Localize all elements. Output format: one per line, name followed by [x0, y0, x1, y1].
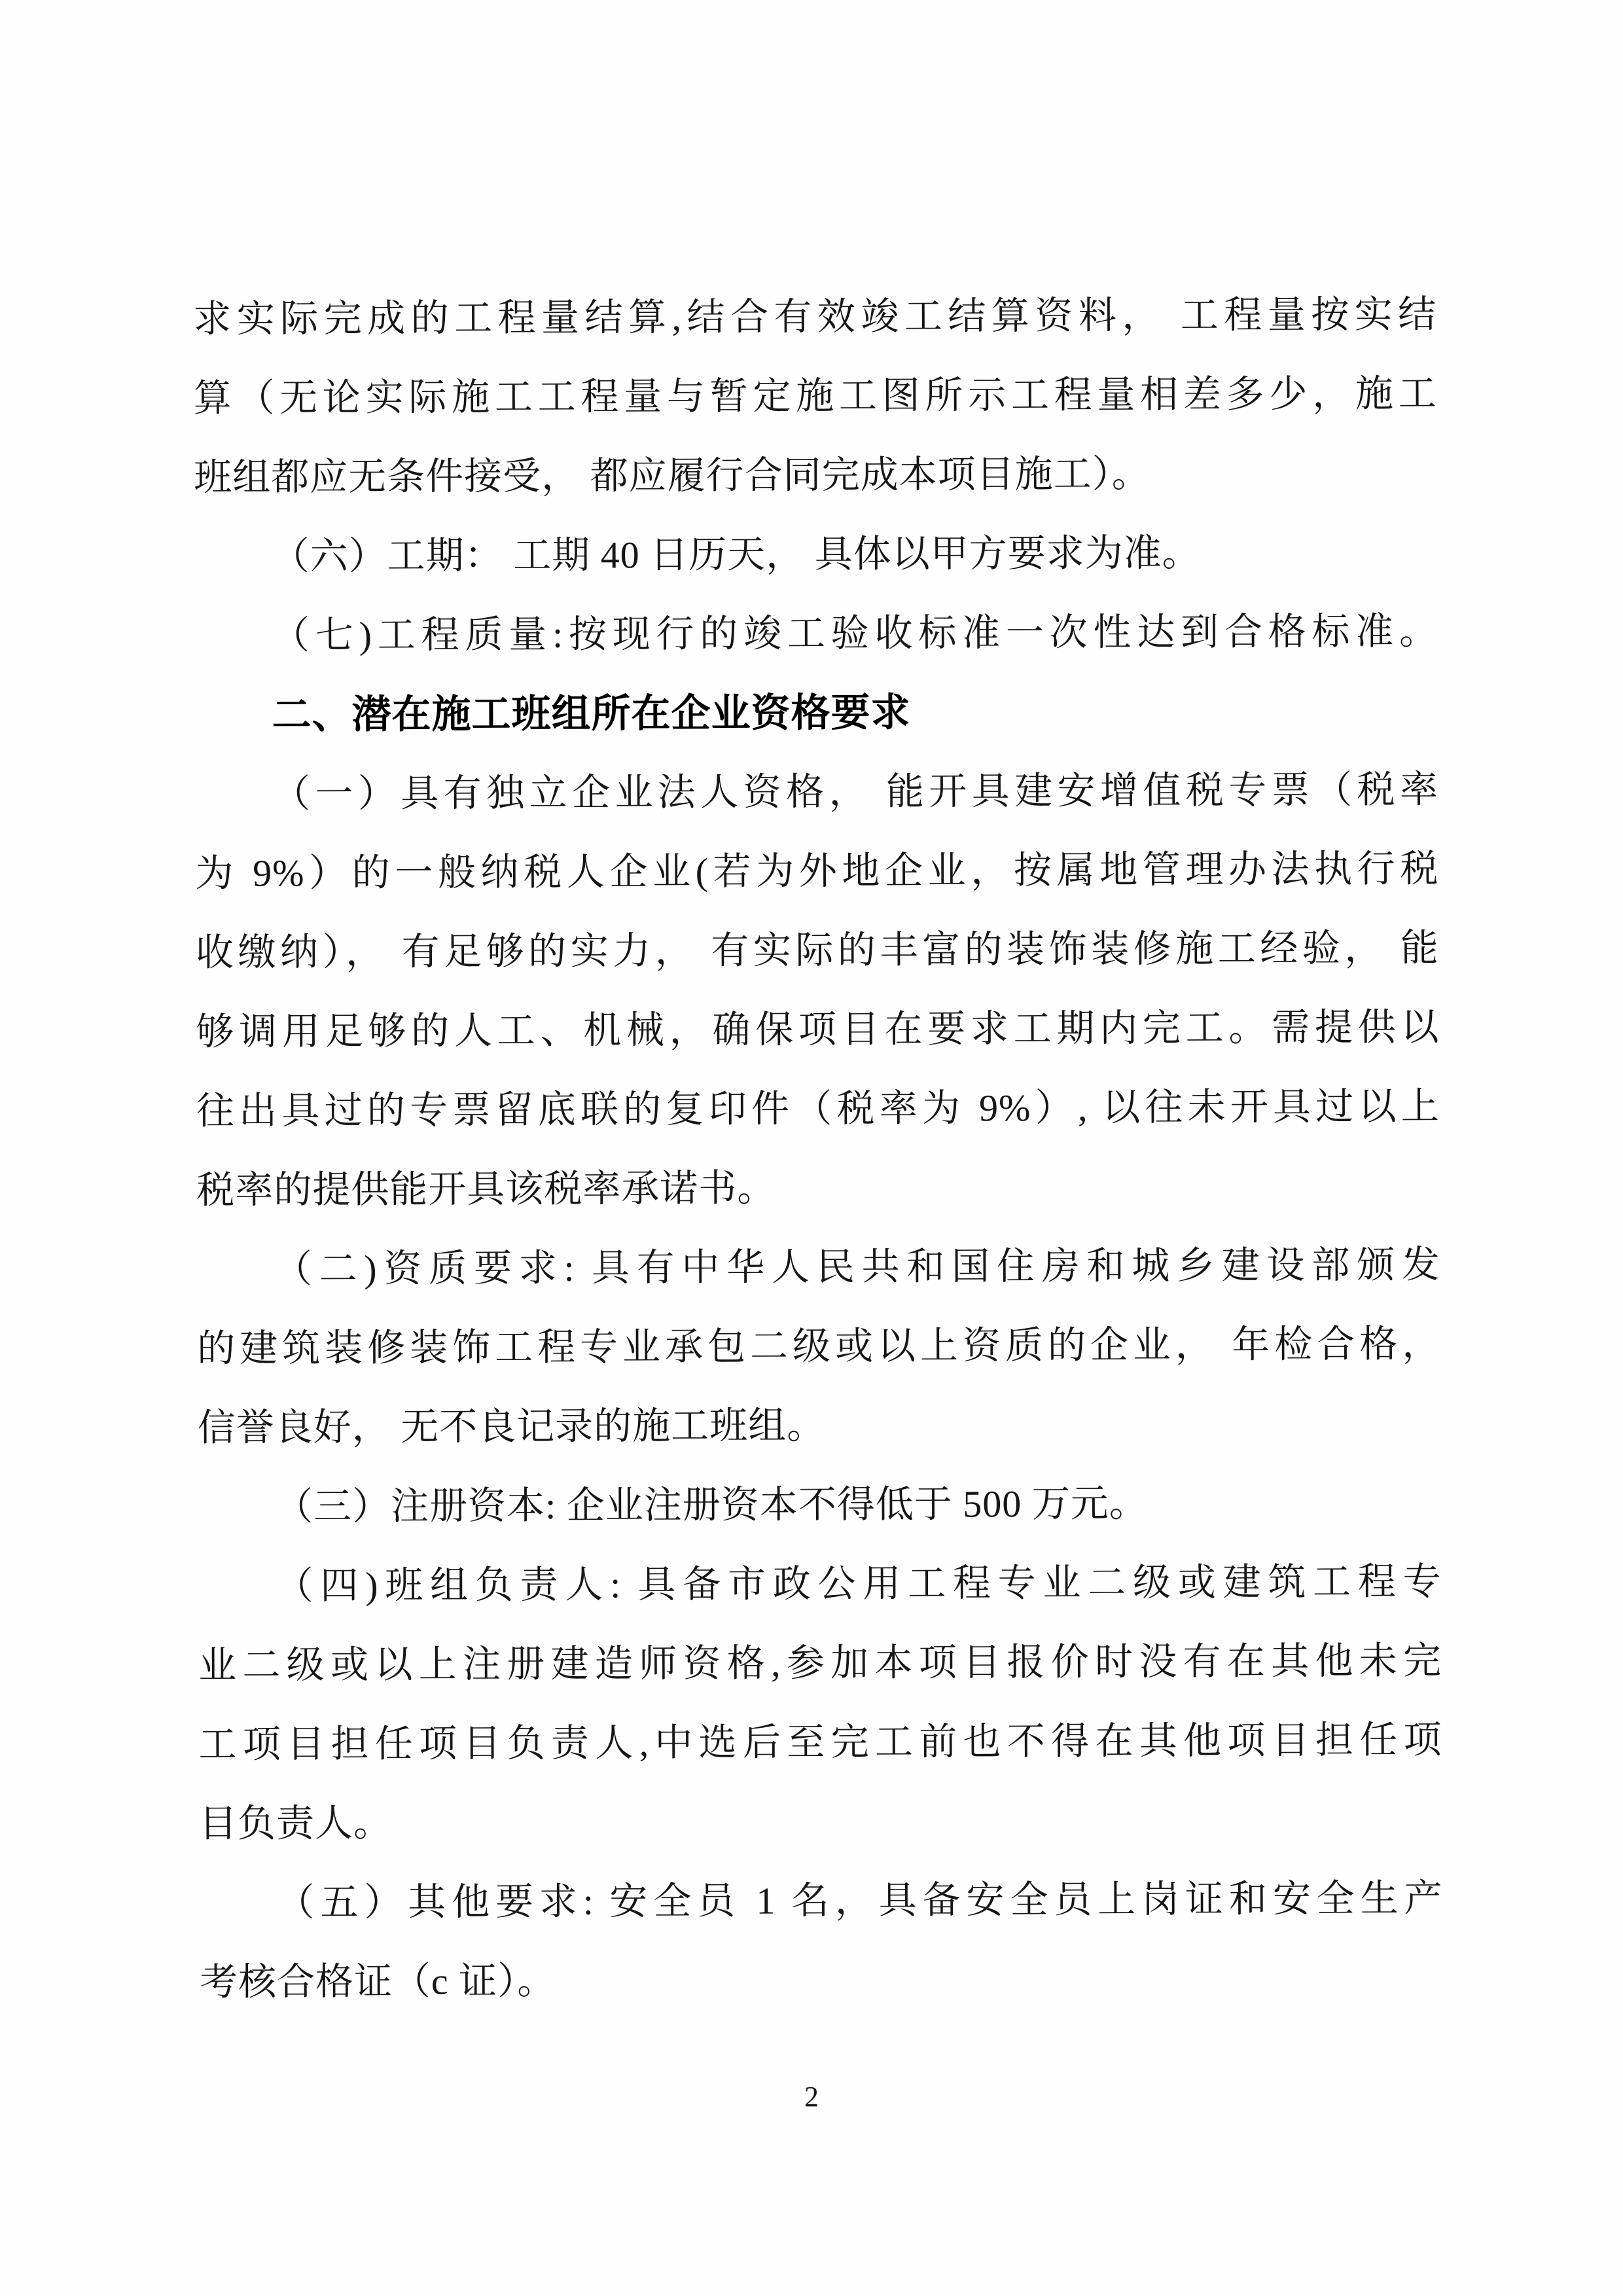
- text-line: （一）具有独立企业法人资格， 能开具建安增值税专票（税率: [272, 768, 1439, 816]
- text-line: 信誉良好， 无不良记录的施工班组。: [197, 1404, 826, 1449]
- page-number: 2: [804, 2081, 819, 2113]
- text-line: （三）注册资本: 企业注册资本不得低于 500 万元。: [275, 1482, 1148, 1528]
- text-line: （二)资质要求: 具有中华人民共和国住房和城乡建设部颁发: [274, 1243, 1440, 1291]
- text-line: （五）其他要求: 安全员 1 名，具备安全员上岗证和安全生产: [276, 1876, 1443, 1924]
- page-text-block: [193, 275, 1443, 2022]
- text-line: 往出具过的专票留底联的复印件（税率为 9%）, 以往未开具过以上: [196, 1085, 1440, 1132]
- text-line: 目负责人。: [198, 1801, 393, 1845]
- text-line: 求实际完成的工程量结算,结合有效竣工结算资料， 工程量按实结: [193, 293, 1437, 340]
- text-line: （七)工程质量:按现行的竣工验收标准一次性达到合格标准。: [271, 609, 1438, 657]
- text-line: 够调用足够的人工、机械，确保项目在要求工期内完工。需提供以: [196, 1005, 1440, 1053]
- text-line: 工项目担任项目负责人,中选后至完工前也不得在其他项目担任项: [198, 1718, 1442, 1766]
- text-line: 收缴纳）， 有足够的实力， 有实际的丰富的装饰装修施工经验， 能: [195, 926, 1440, 974]
- text-line: 班组都应无条件接受， 都应履行合同完成本项目施工）。: [194, 452, 1150, 499]
- text-line: 税率的提供能开具该税率承诺书。: [196, 1166, 776, 1211]
- text-line: （四)班组负责人: 具备市政公用工程专业二级或建筑工程专: [275, 1560, 1442, 1607]
- text-line: （六）工期： 工期 40 日历天， 具体以甲方要求为准。: [271, 531, 1201, 578]
- text-line: 算（无论实际施工工程量与暂定施工图所示工程量相差多少，施工: [193, 372, 1437, 420]
- text-line: 的建筑装修装饰工程专业承包二级或以上资质的企业， 年检合格，: [197, 1322, 1441, 1370]
- text-line: 为 9%）的一般纳税人企业(若为外地企业，按属地管理办法执行税: [195, 847, 1439, 895]
- section-heading: 二、潜在施工班组所在企业资格要求: [272, 690, 911, 737]
- text-line: 考核合格证（c 证）。: [199, 1959, 556, 2003]
- text-line: 业二级或以上注册建造师资格,参加本项目报价时没有在其他未完: [198, 1639, 1442, 1687]
